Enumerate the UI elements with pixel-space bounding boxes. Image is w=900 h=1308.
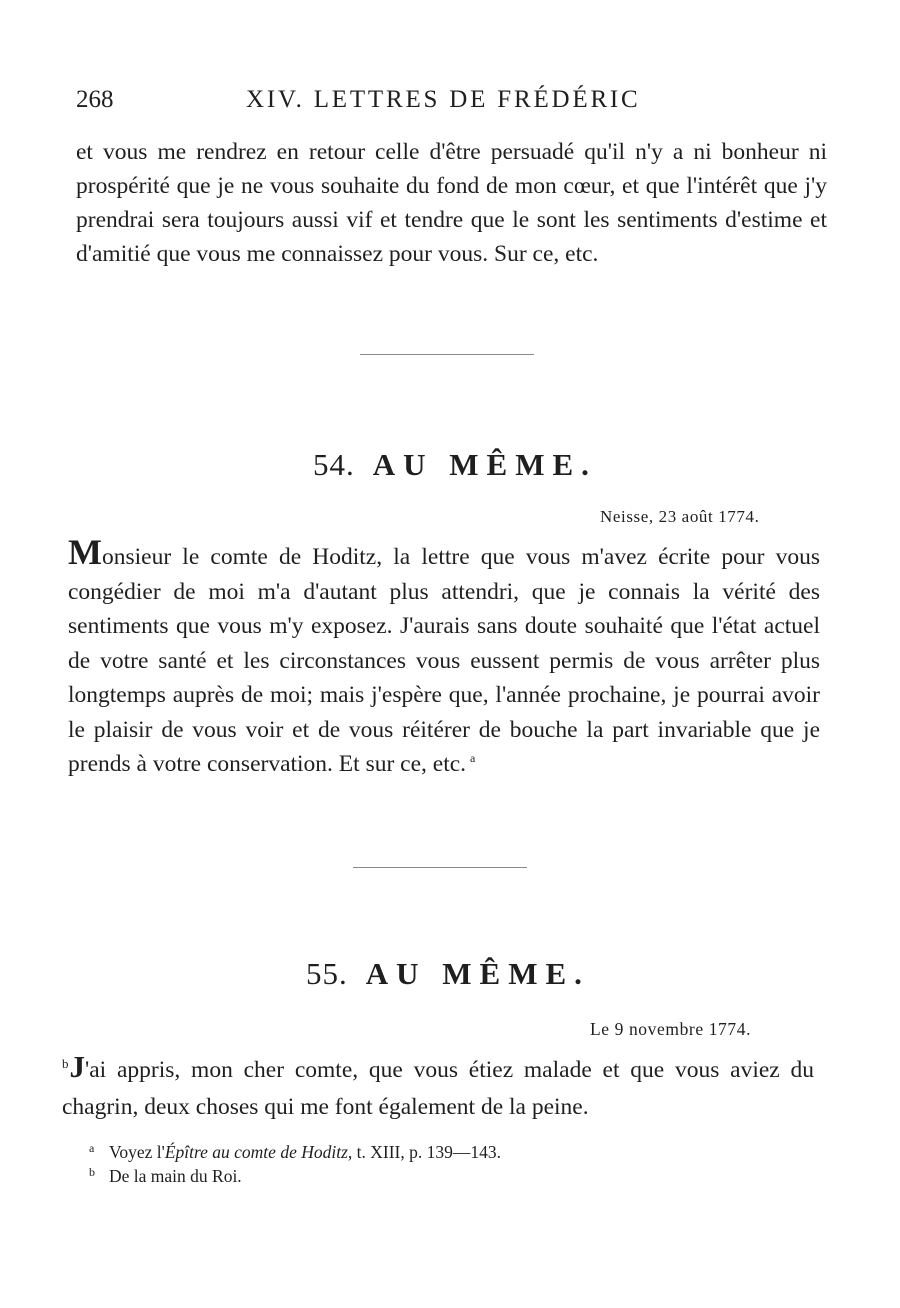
footnote-text-prefix: Voyez l' bbox=[109, 1142, 165, 1162]
letter-54-number: 54. bbox=[313, 447, 355, 482]
footnote-text-suffix: , t. XIII, p. 139—143. bbox=[347, 1142, 501, 1162]
running-title: XIV. LETTRES DE FRÉDÉRIC bbox=[246, 86, 641, 113]
footnote-work-title: Épître au comte de Hoditz bbox=[164, 1142, 348, 1162]
letter-55-initial: J bbox=[69, 1049, 85, 1084]
letter-54-title: AU MÊME. bbox=[372, 447, 597, 482]
letter-54-heading bbox=[313, 447, 597, 483]
footnote-mark: a bbox=[89, 1141, 95, 1155]
footnote-mark: b bbox=[89, 1165, 95, 1179]
running-head bbox=[76, 86, 826, 126]
footnote-b bbox=[89, 1164, 789, 1188]
letter-54-body bbox=[68, 532, 820, 782]
letter-55-body bbox=[62, 1049, 814, 1126]
continuation-paragraph: et vous me rendrez en retour celle d'être persuadé qu'il n'y a ni bonheur ni prospérité que je ne vous souhaite du fond de mon cœur, et que l'intérêt que j'y prendrai sera toujours aussi vif et tendre que le sont les sentiments d'estime et d'amitié que vous me connaissez pour vous. Sur ce, etc. bbox=[76, 139, 827, 267]
letter-55-dateline: Le 9 novembre 1774. bbox=[590, 1019, 752, 1039]
footnote-text: De la main du Roi. bbox=[109, 1166, 242, 1186]
letter-54-note-mark: a bbox=[470, 751, 476, 766]
section-divider bbox=[360, 354, 534, 355]
letter-55-note-mark: b bbox=[62, 1056, 69, 1072]
section-divider bbox=[353, 867, 527, 868]
letter-55-title: AU MÊME. bbox=[365, 956, 590, 991]
footnotes bbox=[89, 1140, 789, 1188]
page-number: 268 bbox=[76, 86, 114, 113]
letter-55-number: 55. bbox=[306, 956, 348, 991]
letter-55-text: 'ai appris, mon cher comte, que vous étiez malade et que vous aviez du chagrin, deux choses qui me font également de la peine. bbox=[62, 1057, 814, 1120]
letter-54-initial: M bbox=[68, 532, 102, 572]
letter-55-heading bbox=[306, 956, 590, 992]
letter-54-dateline: Neisse, 23 août 1774. bbox=[600, 507, 760, 526]
letter-54-text: onsieur le comte de Hoditz, la lettre que vous m'avez écrite pour vous congédier de moi m'a d'autant plus attendri, que je connais la vérité des sentiments que vous m'y exposez. J'aurais sans doute souhaité que l'état actuel de votre santé et les circonstances vous eussent permis de vous arrêter plus longtemps auprès de moi; mais j'espère que, l'année prochaine, je pourrai avoir le plaisir de vous voir et de vous réitérer de bouche la part invariable que je prends à votre conservation. Et sur ce, etc. bbox=[68, 544, 820, 777]
footnote-a bbox=[89, 1140, 789, 1164]
